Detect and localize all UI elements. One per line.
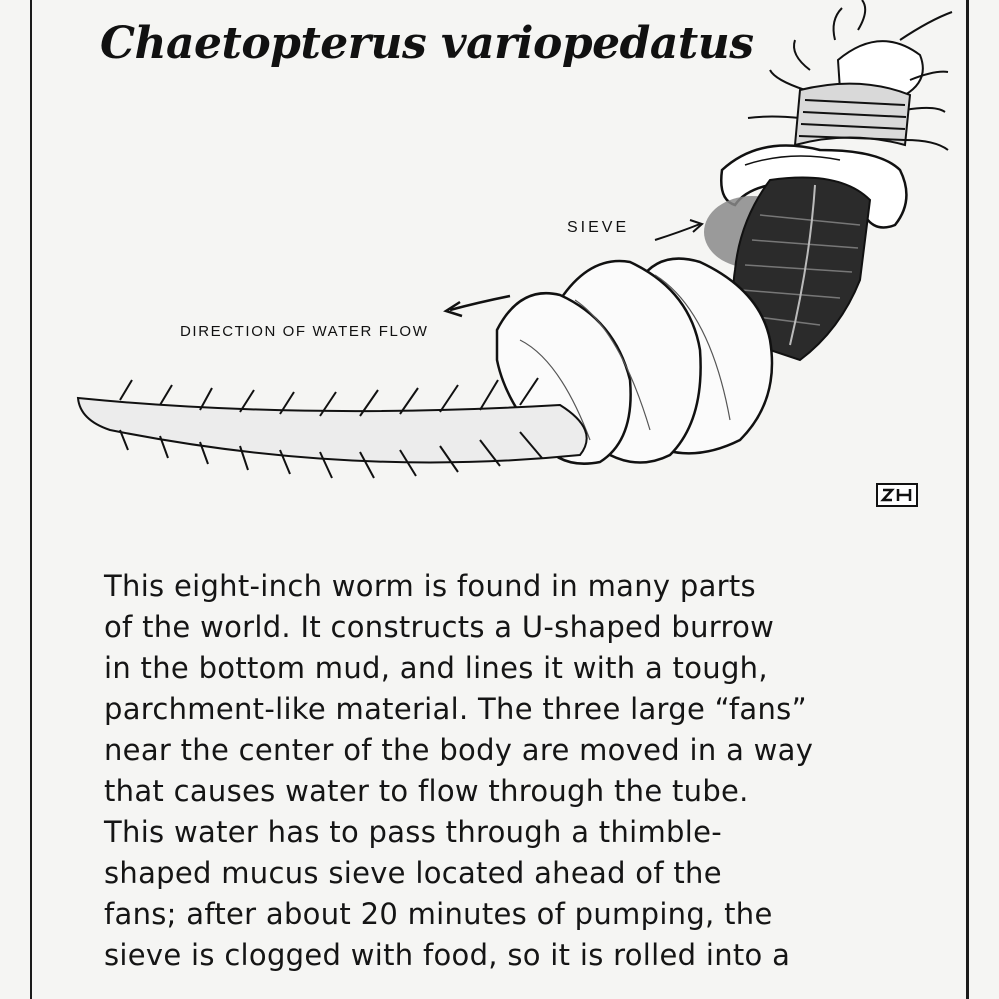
text-line: shaped mucus sieve located ahead of the bbox=[104, 856, 722, 890]
text-line: fans; after about 20 minutes of pumping, the bbox=[104, 897, 773, 931]
text-line: This water has to pass through a thimble- bbox=[104, 815, 723, 849]
sieve-label: SIEVE bbox=[567, 219, 630, 236]
water-flow-label: DIRECTION OF WATER FLOW bbox=[180, 323, 429, 340]
text-line: sieve is clogged with food, so it is rolled into a bbox=[104, 938, 791, 972]
artist-monogram bbox=[876, 483, 918, 507]
text-line: of the world. It constructs a U-shaped burrow bbox=[104, 610, 775, 644]
page-title: Chaetopterus variopedatus bbox=[100, 18, 754, 69]
water-flow-arrow bbox=[446, 296, 510, 316]
worm-illustration bbox=[60, 0, 970, 520]
worm-anterior-body bbox=[795, 84, 910, 145]
text-line: in the bottom mud, and lines it with a tough, bbox=[104, 651, 768, 685]
text-line: parchment-like material. The three large “fans” bbox=[104, 692, 807, 726]
text-line: near the center of the body are moved in a way bbox=[104, 733, 814, 767]
left-border-line bbox=[30, 0, 32, 999]
text-line: that causes water to flow through the tube. bbox=[104, 774, 749, 808]
sieve-arrow bbox=[655, 220, 702, 240]
text-line: This eight-inch worm is found in many parts bbox=[104, 569, 756, 603]
description-text bbox=[104, 566, 924, 976]
